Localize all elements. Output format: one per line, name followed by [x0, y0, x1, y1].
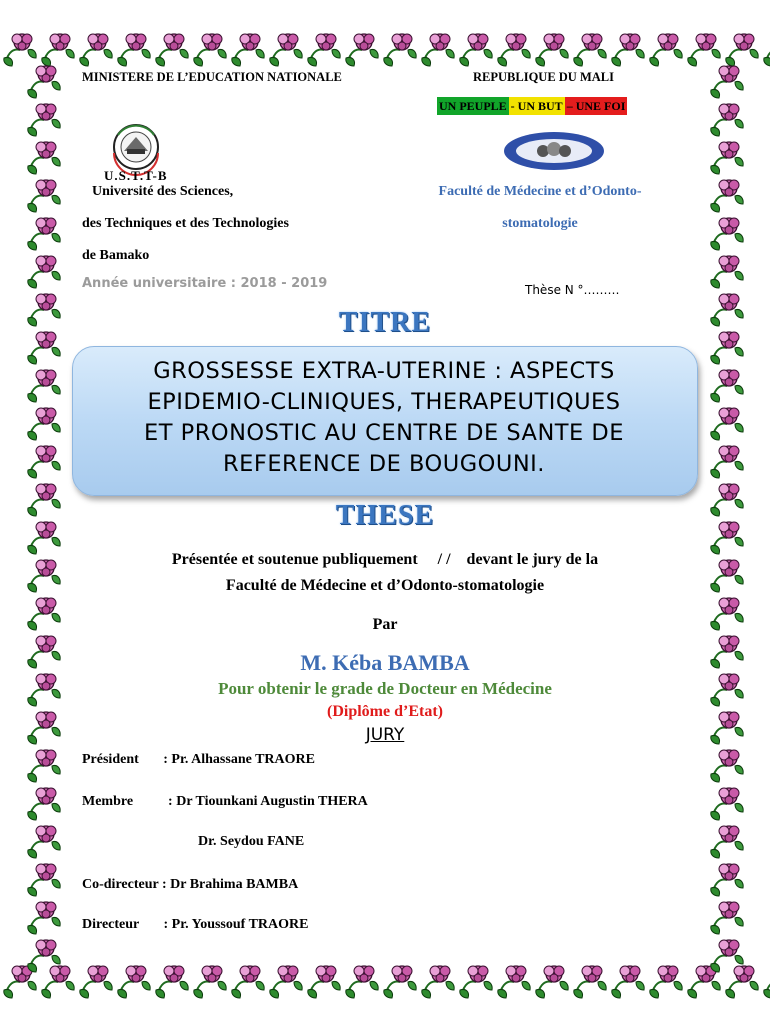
flower-ornament — [456, 28, 496, 70]
jury-title: JURY — [365, 725, 405, 745]
flower-ornament — [152, 960, 192, 1002]
thesis-number: Thèse N °……… — [525, 283, 620, 297]
thesis-title-line-4: REFERENCE DE BOUGOUNI. — [223, 451, 545, 477]
par-label: Par — [372, 616, 398, 633]
flower-ornament — [380, 28, 420, 70]
flower-ornament — [760, 28, 770, 70]
flower-ornament — [707, 934, 747, 979]
jury-president: Président : Pr. Alhassane TRAORE — [82, 752, 315, 767]
flower-ornament — [190, 28, 230, 70]
flower-ornament — [456, 960, 496, 1002]
thesis-title-line-2: EPIDEMIO-CLINIQUES, THERAPEUTIQUES — [147, 389, 621, 415]
jury-member-2: Dr. Seydou FANE — [198, 834, 305, 849]
flower-ornament — [114, 28, 154, 70]
flower-ornament — [646, 960, 686, 1002]
these-heading: THESE — [335, 500, 435, 531]
thesis-title — [72, 356, 696, 480]
flower-ornament — [494, 960, 534, 1002]
usttb-logo-text: U.S.T.T-B — [104, 168, 168, 183]
motto-part-3: – UNE FOI — [566, 99, 626, 113]
diploma-label: (Diplôme d’Etat) — [327, 703, 443, 720]
flower-ornament — [608, 960, 648, 1002]
flower-ornament — [304, 960, 344, 1002]
flower-ornament — [570, 960, 610, 1002]
flower-ornament — [418, 960, 458, 1002]
flower-border-bottom — [0, 958, 770, 1002]
flower-ornament — [646, 28, 686, 70]
flower-ornament — [190, 960, 230, 1002]
presented-line-2: Faculté de Médecine et d’Odonto-stomatologie — [225, 577, 545, 594]
university-line-2: des Techniques et des Technologies — [82, 216, 289, 231]
flower-ornament — [114, 960, 154, 1002]
jury-codirector: Co-directeur : Dr Brahima BAMBA — [82, 877, 299, 892]
flower-ornament — [494, 28, 534, 70]
jury-director: Directeur : Pr. Youssouf TRAORE — [82, 917, 309, 932]
flower-ornament — [76, 960, 116, 1002]
presented-line-1: Présentée et soutenue publiquement / / devant le jury de la — [171, 551, 599, 568]
flower-ornament — [532, 28, 572, 70]
flower-ornament — [342, 960, 382, 1002]
titre-heading: TITRE — [338, 307, 432, 338]
republic-label: REPUBLIQUE DU MALI — [473, 70, 614, 84]
flower-ornament — [418, 28, 458, 70]
flower-border-top — [0, 26, 770, 70]
flower-ornament — [228, 960, 268, 1002]
national-motto — [437, 97, 627, 115]
flower-ornament — [532, 960, 572, 1002]
flower-ornament — [266, 960, 306, 1002]
flower-ornament — [266, 28, 306, 70]
university-line-3: de Bamako — [82, 248, 150, 263]
faculty-line-1: Faculté de Médecine et d’Odonto- — [438, 184, 642, 199]
flower-ornament — [228, 28, 268, 70]
flower-ornament — [152, 28, 192, 70]
flower-ornament — [608, 28, 648, 70]
thesis-title-line-1: GROSSESSE EXTRA-UTERINE : ASPECTS — [153, 358, 615, 384]
motto-part-2: - UN BUT — [510, 99, 563, 113]
faculty-logo — [503, 131, 605, 171]
university-line-1: Université des Sciences, — [92, 184, 234, 199]
thesis-title-line-3: ET PRONOSTIC AU CENTRE DE SANTE DE — [144, 420, 624, 446]
ministry-label: MINISTERE DE L’EDUCATION NATIONALE — [82, 70, 342, 84]
motto-part-1: UN PEUPLE — [439, 99, 507, 113]
flower-ornament — [24, 934, 64, 979]
flower-ornament — [76, 28, 116, 70]
flower-ornament — [570, 28, 610, 70]
faculty-line-2: stomatologie — [502, 216, 578, 231]
jury-member: Membre : Dr Tiounkani Augustin THERA — [82, 794, 368, 809]
author-name: M. Kéba BAMBA — [300, 650, 470, 675]
academic-year: Année universitaire : 2018 - 2019 — [82, 276, 328, 291]
flower-ornament — [760, 960, 770, 1002]
flower-ornament — [380, 960, 420, 1002]
flower-ornament — [342, 28, 382, 70]
grade-label: Pour obtenir le grade de Docteur en Médecine — [218, 679, 552, 698]
flower-ornament — [304, 28, 344, 70]
